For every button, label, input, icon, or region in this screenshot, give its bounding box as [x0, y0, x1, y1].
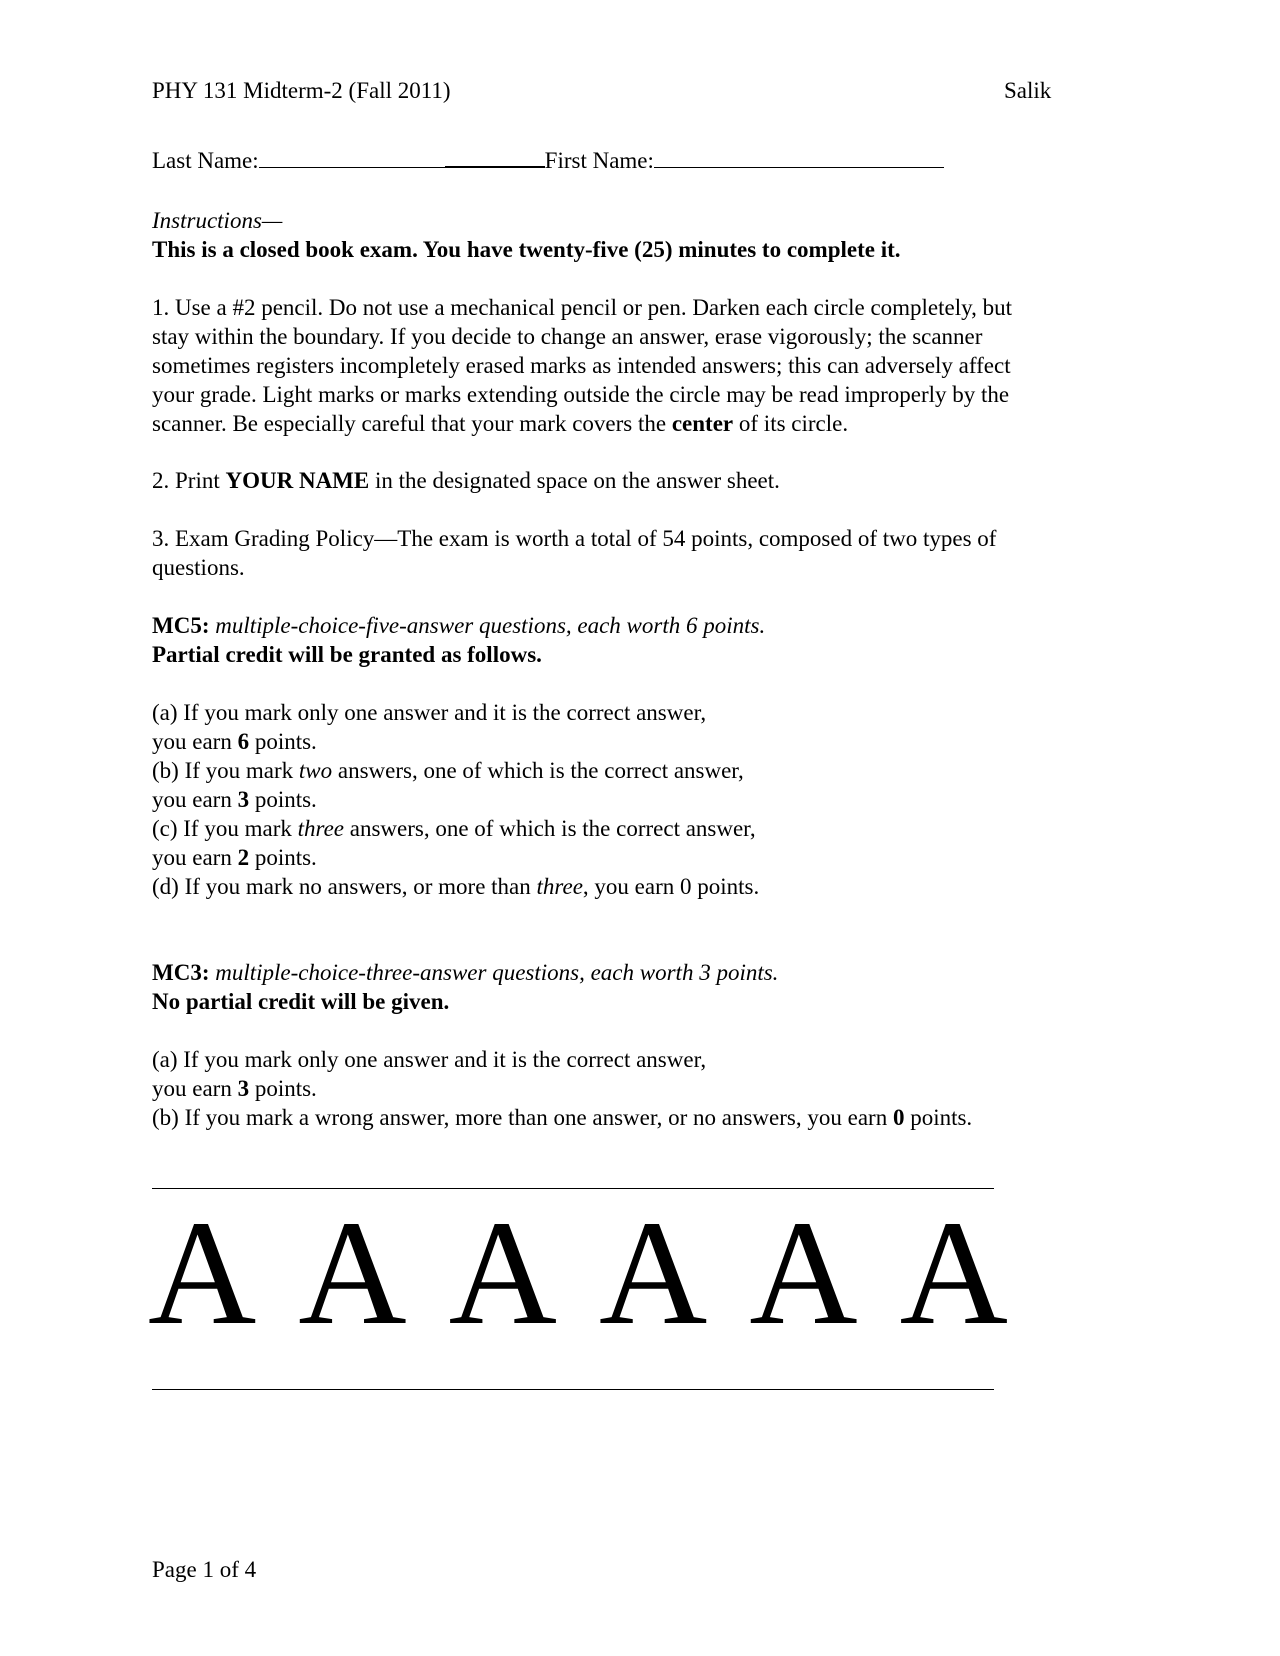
mc5-points-b: 3	[237, 787, 250, 812]
mc5-heading	[152, 611, 1112, 640]
mc3-partial-text: No partial credit will be given.	[152, 989, 450, 1014]
mc5-description: multiple-choice-five-answer questions, each worth 6 points.	[209, 613, 766, 638]
mc5-points-suffix: points.	[249, 787, 317, 812]
version-letter: A	[899, 1190, 1008, 1356]
item2-emphasis: YOUR NAME	[225, 468, 370, 493]
mc5-label: MC5:	[152, 613, 210, 638]
item2-text-end: in the designated space on the answer sheet.	[369, 468, 780, 493]
version-letter: A	[448, 1190, 557, 1356]
mc3-points-b: 0	[892, 1105, 905, 1130]
mc3-rule-a: (a) If you mark only one answer and it is the correct answer,	[152, 1047, 707, 1072]
item1-last-line	[152, 409, 1112, 438]
mc5-rule-c-points	[152, 843, 1112, 872]
mc3-rule-b-end: points.	[904, 1105, 973, 1130]
version-divider-top	[152, 1188, 994, 1189]
item3-line-2: questions.	[152, 555, 245, 580]
mc3-rule-a-points	[152, 1074, 1112, 1103]
instructions-title	[152, 206, 282, 235]
version-divider-bottom	[152, 1389, 994, 1390]
mc3-rule-b-text: (b) If you mark a wrong answer, more than one answer, or no answers, you earn	[152, 1105, 893, 1130]
instructions-title-text: Instructions—	[152, 208, 283, 233]
page-number: Page 1 of 4	[152, 1557, 257, 1582]
mc5-points-c: 2	[237, 845, 250, 870]
mc5-rule-b-emphasis: two	[298, 758, 333, 783]
mc5-rule-a: (a) If you mark only one answer and it is the correct answer,	[152, 700, 707, 725]
mc3-rules	[152, 1045, 1112, 1132]
exam-version-banner	[148, 1190, 1008, 1356]
mc5-rule-d	[152, 872, 1112, 901]
mc5-points-suffix: points.	[249, 729, 317, 754]
mc5-rule-a-points	[152, 727, 1112, 756]
mc5-section	[152, 611, 1112, 669]
mc5-rule-d-emphasis: three	[536, 874, 583, 899]
last-name-blank[interactable]	[259, 147, 445, 168]
mc5-rule-d-end: , you earn 0 points.	[582, 874, 760, 899]
item1-line: your grade. Light marks or marks extending outside the circle may be read improperly by the	[152, 382, 1010, 407]
closed-book-notice	[152, 235, 901, 264]
first-name-label: First Name:	[544, 148, 654, 173]
mc3-points-a: 3	[237, 1076, 250, 1101]
mc5-points-suffix: points.	[249, 845, 317, 870]
version-letter: A	[749, 1190, 858, 1356]
item1-emphasis: center	[671, 411, 734, 436]
mc5-earn-text: you earn	[152, 729, 238, 754]
mc3-partial-credit	[152, 987, 1112, 1016]
mc5-rule-b-end: answers, one of which is the correct answer,	[332, 758, 744, 783]
closed-book-text: This is a closed book exam. You have twenty-five (25) minutes to complete it.	[152, 237, 901, 262]
mc5-rules	[152, 698, 1112, 901]
course-title: PHY 131 Midterm-2 (Fall 2011)	[152, 78, 451, 103]
name-fields-row	[152, 146, 944, 175]
mc3-points-suffix: points.	[249, 1076, 317, 1101]
item1-last-line-end: of its circle.	[733, 411, 849, 436]
instructor-name: Salik	[1004, 78, 1052, 103]
mc5-earn-text: you earn	[152, 787, 238, 812]
item1-line: stay within the boundary. If you decide to change an answer, erase vigorously; the scanner	[152, 324, 983, 349]
first-name-blank[interactable]	[654, 147, 944, 168]
version-letter: A	[298, 1190, 407, 1356]
last-name-label: Last Name:	[152, 148, 259, 173]
mc5-rule-b	[152, 756, 1112, 785]
item2-text: 2. Print	[152, 468, 226, 493]
mc3-section	[152, 958, 1112, 1016]
mc5-rule-c	[152, 814, 1112, 843]
mc5-partial-credit	[152, 640, 1112, 669]
mc5-rule-b-text: (b) If you mark	[152, 758, 299, 783]
mc5-earn-text: you earn	[152, 845, 238, 870]
mc5-partial-text: Partial credit will be granted as follows.	[152, 642, 542, 667]
item3-line-1: 3. Exam Grading Policy—The exam is worth a total of 54 points, composed of two types of	[152, 526, 997, 551]
instruction-item-2	[152, 466, 780, 495]
mc3-heading	[152, 958, 1112, 987]
item1-last-line-text: scanner. Be especially careful that your mark covers the	[152, 411, 672, 436]
mc5-rule-c-end: answers, one of which is the correct answer,	[344, 816, 756, 841]
instruction-item-3	[152, 524, 1112, 582]
mc5-points-a: 6	[237, 729, 250, 754]
mc3-rule-b	[152, 1103, 1112, 1132]
mc5-rule-d-text: (d) If you mark no answers, or more than	[152, 874, 537, 899]
mc3-description: multiple-choice-three-answer questions, each worth 3 points.	[209, 960, 779, 985]
last-name-blank-extension[interactable]	[445, 146, 545, 168]
mc3-label: MC3:	[152, 960, 210, 985]
item1-line: 1. Use a #2 pencil. Do not use a mechanical pencil or pen. Darken each circle completely, but	[152, 295, 1013, 320]
exam-page	[148, 0, 1112, 1656]
version-letter: A	[148, 1190, 257, 1356]
mc5-rule-b-points	[152, 785, 1112, 814]
mc5-rule-c-emphasis: three	[297, 816, 345, 841]
item1-line: sometimes registers incompletely erased marks as intended answers; this can adversely affect	[152, 353, 1011, 378]
version-letter: A	[598, 1190, 708, 1356]
instruction-item-1	[152, 293, 1112, 438]
mc3-earn-text: you earn	[152, 1076, 238, 1101]
mc5-rule-c-text: (c) If you mark	[152, 816, 298, 841]
